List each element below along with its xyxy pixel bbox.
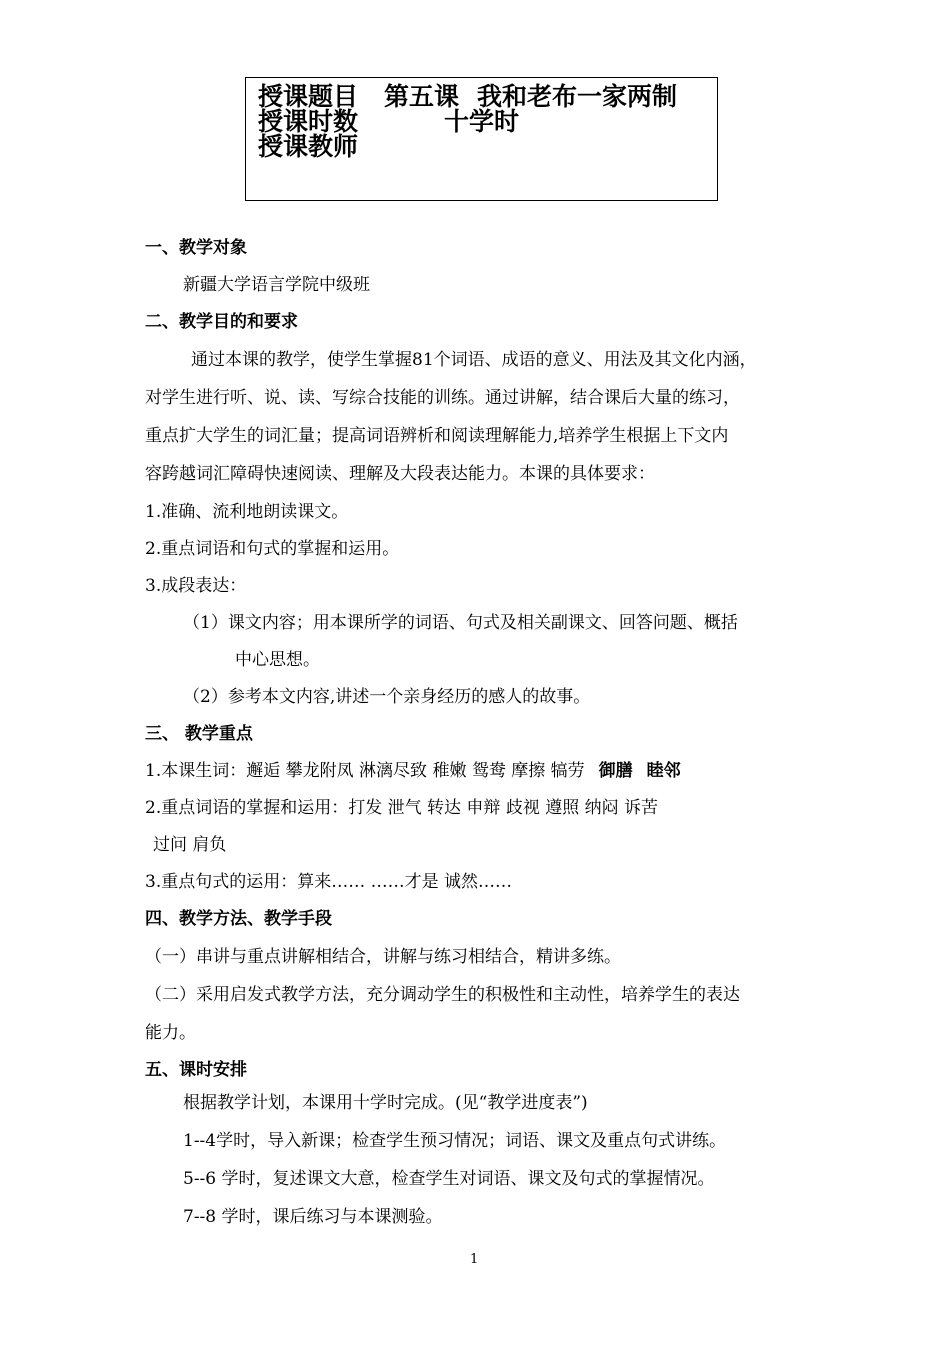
section-1-text: 新疆大学语言学院中级班 xyxy=(183,275,370,295)
topic-title: 我和老布一家两制 xyxy=(477,82,678,111)
page-number: 1 xyxy=(470,1252,479,1267)
hours-label: 授课时数 xyxy=(258,107,359,136)
section-3-item-key-words: 2.重点词语的掌握和运用：打发 泄气 转达 申辩 歧视 遵照 纳闷 诉苦 xyxy=(145,798,659,818)
section-5-schedule-line: 7--8 学时，课后练习与本课测验。 xyxy=(183,1207,443,1227)
section-2-item: 2.重点词语和句式的掌握和运用。 xyxy=(145,539,400,559)
section-2-paragraph-line: 重点扩大学生的词汇量；提高词语辨析和阅读理解能力,培养学生根据上下文内 xyxy=(145,426,729,446)
section-2-item: 3.成段表达： xyxy=(145,576,247,596)
header-row-hours xyxy=(258,109,717,134)
section-5-title: 五、课时安排 xyxy=(145,1060,247,1080)
section-3-item-key-words-continued: 过问 肩负 xyxy=(153,835,227,855)
section-3-title: 三、 教学重点 xyxy=(145,724,253,744)
lesson-header-box xyxy=(245,77,718,201)
section-5-schedule-line: 5--6 学时，复述课文大意，检查学生对词语、课文及句式的掌握情况。 xyxy=(183,1169,715,1189)
vocabulary-bold-word: 御膳 xyxy=(598,761,633,781)
vocabulary-bold-word: 睦邻 xyxy=(646,761,681,781)
section-2-subitem-continued: 中心思想。 xyxy=(235,650,320,670)
header-row-teacher xyxy=(258,134,717,159)
section-2-paragraph-line: 通过本课的教学，使学生掌握81个词语、成语的意义、用法及其文化内涵， xyxy=(191,350,757,370)
section-2-subitem: （2）参考本文内容,讲述一个亲身经历的感人的故事。 xyxy=(183,687,591,707)
vocabulary-words: 邂逅 攀龙附凤 淋漓尽致 稚嫩 鸳鸯 摩擦 犒劳 xyxy=(246,761,585,781)
section-2-paragraph-line: 容跨越词汇障碍快速阅读、理解及大段表达能力。本课的具体要求： xyxy=(145,464,655,484)
section-4-title: 四、教学方法、教学手段 xyxy=(145,909,332,929)
section-4-item-continued: 能力。 xyxy=(145,1023,196,1043)
topic-label: 授课题目 xyxy=(258,82,359,111)
hours-value: 十学时 xyxy=(444,107,520,136)
section-2-title: 二、教学目的和要求 xyxy=(145,312,298,332)
section-5-schedule-line: 1--4学时，导入新课；检查学生预习情况；词语、课文及重点句式讲练。 xyxy=(183,1131,727,1151)
section-5-text: 根据教学计划，本课用十学时完成。(见“教学进度表”) xyxy=(183,1093,588,1113)
section-3-item-vocabulary xyxy=(145,760,681,782)
section-1-title: 一、教学对象 xyxy=(145,238,247,258)
section-2-item: 1.准确、流利地朗读课文。 xyxy=(145,502,349,522)
header-row-topic xyxy=(258,84,717,109)
section-2-paragraph-line: 对学生进行听、说、读、写综合技能的训练。通过讲解，结合课后大量的练习， xyxy=(145,388,740,408)
section-4-item: （二）采用启发式教学方法，充分调动学生的积极性和主动性，培养学生的表达 xyxy=(145,985,740,1005)
topic-lesson-number: 第五课 xyxy=(384,82,460,111)
section-3-item-sentence-patterns: 3.重点句式的运用：算来…… ……才是 诚然…… xyxy=(145,872,513,892)
teacher-label: 授课教师 xyxy=(258,132,359,161)
section-2-subitem: （1）课文内容；用本课所学的词语、句式及相关副课文、回答问题、概括 xyxy=(183,613,738,633)
vocabulary-prefix: 1.本课生词： xyxy=(145,761,247,781)
section-4-item: （一）串讲与重点讲解相结合，讲解与练习相结合，精讲多练。 xyxy=(145,947,621,967)
